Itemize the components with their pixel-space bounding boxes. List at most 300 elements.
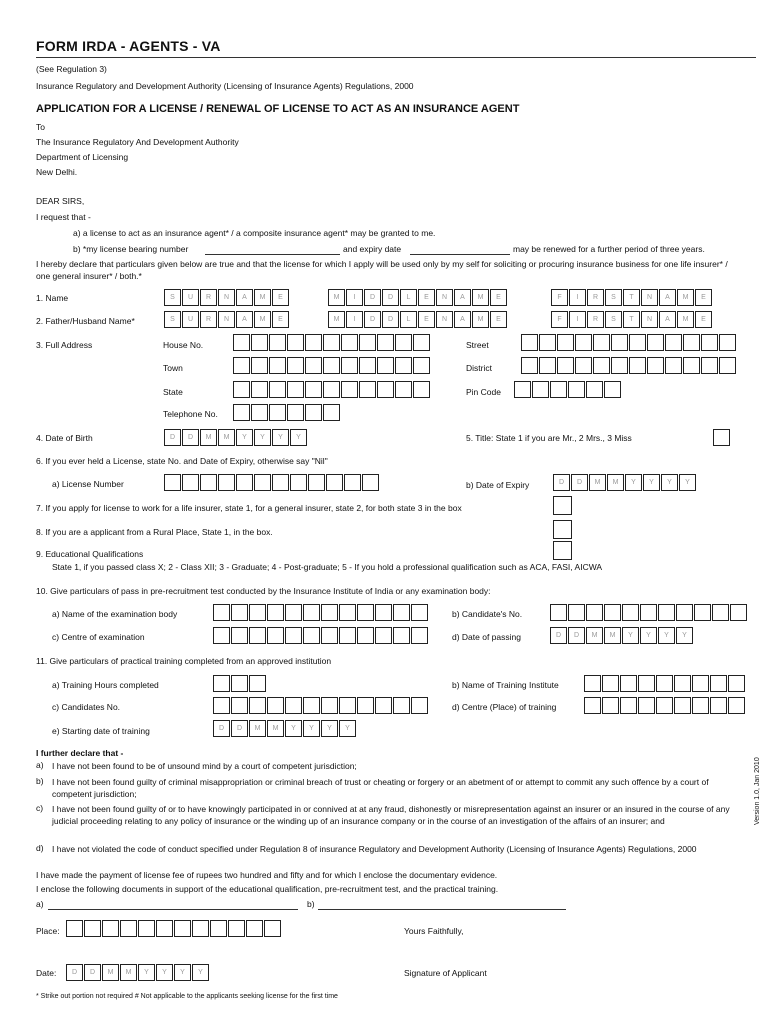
input-cell[interactable]: R bbox=[587, 311, 604, 328]
input-cell[interactable] bbox=[213, 604, 230, 621]
training-centre-boxes[interactable] bbox=[584, 697, 746, 714]
input-cell[interactable] bbox=[269, 334, 286, 351]
input-cell[interactable] bbox=[568, 604, 585, 621]
candidate-no-boxes[interactable] bbox=[550, 604, 748, 621]
input-cell[interactable]: D bbox=[164, 429, 181, 446]
training-hours-label: a) Training Hours completed bbox=[52, 680, 159, 690]
father-surname-boxes[interactable] bbox=[164, 311, 290, 328]
input-cell[interactable] bbox=[647, 334, 664, 351]
input-cell[interactable]: N bbox=[641, 289, 658, 306]
input-cell[interactable]: N bbox=[218, 289, 235, 306]
dob-boxes[interactable] bbox=[164, 429, 308, 446]
input-cell[interactable] bbox=[521, 357, 538, 374]
input-cell[interactable]: D bbox=[568, 627, 585, 644]
input-cell[interactable]: A bbox=[236, 311, 253, 328]
input-cell[interactable] bbox=[357, 604, 374, 621]
input-cell[interactable]: L bbox=[400, 289, 417, 306]
input-cell[interactable]: T bbox=[623, 289, 640, 306]
input-cell[interactable]: M bbox=[254, 289, 271, 306]
input-cell[interactable]: M bbox=[677, 289, 694, 306]
input-cell[interactable]: M bbox=[607, 474, 624, 491]
further-d-marker: d) bbox=[36, 843, 44, 853]
input-cell[interactable] bbox=[357, 627, 374, 644]
input-cell[interactable] bbox=[411, 627, 428, 644]
input-cell[interactable]: Y bbox=[661, 474, 678, 491]
input-cell[interactable]: Y bbox=[192, 964, 209, 981]
input-cell[interactable] bbox=[539, 357, 556, 374]
input-cell[interactable] bbox=[254, 474, 271, 491]
input-cell[interactable]: Y bbox=[290, 429, 307, 446]
input-cell[interactable]: M bbox=[249, 720, 266, 737]
expiry-date-boxes[interactable] bbox=[553, 474, 697, 491]
input-cell[interactable]: Y bbox=[676, 627, 693, 644]
input-cell[interactable] bbox=[665, 357, 682, 374]
input-cell[interactable] bbox=[568, 381, 585, 398]
input-cell[interactable] bbox=[674, 697, 691, 714]
license-number-boxes[interactable] bbox=[164, 474, 380, 491]
input-cell[interactable]: D bbox=[382, 311, 399, 328]
input-cell[interactable] bbox=[251, 404, 268, 421]
input-cell[interactable]: Y bbox=[285, 720, 302, 737]
name-middle-boxes[interactable] bbox=[328, 289, 508, 306]
form-title: FORM IRDA - AGENTS - VA bbox=[36, 38, 221, 54]
input-cell[interactable]: Y bbox=[339, 720, 356, 737]
input-cell[interactable] bbox=[710, 675, 727, 692]
input-cell[interactable] bbox=[287, 404, 304, 421]
input-cell[interactable]: I bbox=[346, 311, 363, 328]
input-cell[interactable]: D bbox=[382, 289, 399, 306]
input-cell[interactable]: D bbox=[66, 964, 83, 981]
input-cell[interactable] bbox=[712, 604, 729, 621]
input-cell[interactable] bbox=[251, 381, 268, 398]
input-cell[interactable] bbox=[375, 627, 392, 644]
input-cell[interactable] bbox=[413, 381, 430, 398]
input-cell[interactable] bbox=[550, 604, 567, 621]
training-institute-boxes[interactable] bbox=[584, 675, 746, 692]
input-cell[interactable]: U bbox=[182, 289, 199, 306]
input-cell[interactable]: N bbox=[436, 289, 453, 306]
input-cell[interactable] bbox=[683, 334, 700, 351]
input-cell[interactable] bbox=[272, 474, 289, 491]
input-cell[interactable]: M bbox=[328, 289, 345, 306]
input-cell[interactable]: Y bbox=[622, 627, 639, 644]
input-cell[interactable] bbox=[359, 334, 376, 351]
input-cell[interactable] bbox=[539, 334, 556, 351]
input-cell[interactable]: A bbox=[454, 311, 471, 328]
input-cell[interactable] bbox=[395, 334, 412, 351]
input-cell[interactable] bbox=[164, 474, 181, 491]
name-surname-boxes[interactable] bbox=[164, 289, 290, 306]
input-cell[interactable] bbox=[251, 357, 268, 374]
input-cell[interactable] bbox=[249, 627, 266, 644]
input-cell[interactable] bbox=[393, 604, 410, 621]
input-cell[interactable] bbox=[377, 357, 394, 374]
input-cell[interactable] bbox=[251, 334, 268, 351]
father-middle-boxes[interactable] bbox=[328, 311, 508, 328]
input-cell[interactable] bbox=[357, 697, 374, 714]
q8-label: 8. If you are a applicant from a Rural Place, State 1, in the box. bbox=[36, 527, 273, 537]
input-cell[interactable] bbox=[218, 474, 235, 491]
rural-box[interactable] bbox=[553, 520, 572, 539]
input-cell[interactable]: Y bbox=[138, 964, 155, 981]
input-cell[interactable] bbox=[344, 474, 361, 491]
input-cell[interactable]: M bbox=[589, 474, 606, 491]
input-cell[interactable] bbox=[269, 381, 286, 398]
input-cell[interactable] bbox=[413, 357, 430, 374]
input-cell[interactable] bbox=[395, 381, 412, 398]
input-cell[interactable]: M bbox=[200, 429, 217, 446]
input-cell[interactable]: N bbox=[218, 311, 235, 328]
title-box[interactable] bbox=[713, 429, 730, 446]
input-cell[interactable] bbox=[269, 404, 286, 421]
input-cell[interactable] bbox=[156, 920, 173, 937]
input-cell[interactable] bbox=[701, 357, 718, 374]
q2-label: 2. Father/Husband Name* bbox=[36, 316, 135, 326]
input-cell[interactable] bbox=[719, 334, 736, 351]
input-cell[interactable]: M bbox=[218, 429, 235, 446]
input-cell[interactable] bbox=[102, 920, 119, 937]
input-cell[interactable] bbox=[611, 357, 628, 374]
input-cell[interactable]: M bbox=[472, 289, 489, 306]
declaration-text: I hereby declare that particulars given below are true and that the license for which I apply will be used only by my self for soliciting or procuring insurance business for one life insurer* / one general insurer* / both.* bbox=[36, 259, 728, 281]
input-cell[interactable] bbox=[305, 381, 322, 398]
father-first-boxes[interactable] bbox=[551, 311, 713, 328]
input-cell[interactable] bbox=[323, 334, 340, 351]
input-cell[interactable] bbox=[249, 697, 266, 714]
street-label: Street bbox=[466, 340, 489, 350]
input-cell[interactable] bbox=[604, 604, 621, 621]
input-cell[interactable]: M bbox=[102, 964, 119, 981]
input-cell[interactable] bbox=[303, 627, 320, 644]
input-cell[interactable]: Y bbox=[236, 429, 253, 446]
input-cell[interactable]: I bbox=[569, 289, 586, 306]
input-cell[interactable] bbox=[377, 334, 394, 351]
input-cell[interactable]: T bbox=[623, 311, 640, 328]
input-cell[interactable]: M bbox=[586, 627, 603, 644]
input-cell[interactable] bbox=[213, 697, 230, 714]
input-cell[interactable] bbox=[658, 604, 675, 621]
input-cell[interactable] bbox=[339, 627, 356, 644]
request-a: a) a license to act as an insurance agent* / a composite insurance agent* may be granted to me. bbox=[73, 228, 436, 238]
input-cell[interactable]: Y bbox=[658, 627, 675, 644]
input-cell[interactable]: N bbox=[641, 311, 658, 328]
input-cell[interactable] bbox=[321, 697, 338, 714]
input-cell[interactable] bbox=[413, 334, 430, 351]
input-cell[interactable] bbox=[359, 381, 376, 398]
insurer-type-box[interactable] bbox=[553, 496, 572, 515]
input-cell[interactable] bbox=[586, 604, 603, 621]
input-cell[interactable] bbox=[719, 357, 736, 374]
input-cell[interactable] bbox=[557, 334, 574, 351]
input-cell[interactable]: L bbox=[400, 311, 417, 328]
input-cell[interactable]: R bbox=[587, 289, 604, 306]
input-cell[interactable] bbox=[323, 404, 340, 421]
input-cell[interactable] bbox=[285, 697, 302, 714]
input-cell[interactable] bbox=[656, 697, 673, 714]
input-cell[interactable] bbox=[674, 675, 691, 692]
input-cell[interactable] bbox=[411, 697, 428, 714]
input-cell[interactable]: Y bbox=[640, 627, 657, 644]
expiry-date-line[interactable] bbox=[410, 244, 510, 255]
input-cell[interactable] bbox=[629, 357, 646, 374]
input-cell[interactable] bbox=[303, 697, 320, 714]
input-cell[interactable]: E bbox=[490, 289, 507, 306]
telephone-boxes[interactable] bbox=[233, 404, 341, 421]
input-cell[interactable] bbox=[584, 697, 601, 714]
input-cell[interactable] bbox=[393, 627, 410, 644]
exam-centre-boxes[interactable] bbox=[213, 627, 429, 644]
input-cell[interactable] bbox=[339, 697, 356, 714]
input-cell[interactable]: Y bbox=[679, 474, 696, 491]
input-cell[interactable] bbox=[267, 604, 284, 621]
input-cell[interactable] bbox=[323, 357, 340, 374]
input-cell[interactable] bbox=[638, 697, 655, 714]
input-cell[interactable]: E bbox=[272, 311, 289, 328]
input-cell[interactable] bbox=[728, 675, 745, 692]
input-cell[interactable]: E bbox=[490, 311, 507, 328]
input-cell[interactable] bbox=[233, 334, 250, 351]
input-cell[interactable] bbox=[308, 474, 325, 491]
input-cell[interactable]: M bbox=[604, 627, 621, 644]
input-cell[interactable] bbox=[233, 357, 250, 374]
input-cell[interactable] bbox=[285, 604, 302, 621]
town-boxes[interactable] bbox=[233, 357, 431, 374]
license-number-label: a) License Number bbox=[52, 479, 124, 489]
input-cell[interactable]: E bbox=[695, 311, 712, 328]
input-cell[interactable] bbox=[267, 697, 284, 714]
input-cell[interactable]: R bbox=[200, 311, 217, 328]
input-cell[interactable]: A bbox=[236, 289, 253, 306]
input-cell[interactable]: S bbox=[164, 311, 181, 328]
further-c-marker: c) bbox=[36, 803, 44, 813]
date-passing-boxes[interactable] bbox=[550, 627, 694, 644]
input-cell[interactable] bbox=[604, 381, 621, 398]
input-cell[interactable] bbox=[377, 381, 394, 398]
input-cell[interactable]: N bbox=[436, 311, 453, 328]
input-cell[interactable] bbox=[174, 920, 191, 937]
input-cell[interactable] bbox=[692, 697, 709, 714]
input-cell[interactable] bbox=[246, 920, 263, 937]
input-cell[interactable] bbox=[249, 675, 266, 692]
input-cell[interactable] bbox=[210, 920, 227, 937]
input-cell[interactable]: A bbox=[659, 311, 676, 328]
place-boxes[interactable] bbox=[66, 920, 282, 937]
input-cell[interactable] bbox=[305, 357, 322, 374]
input-cell[interactable] bbox=[213, 627, 230, 644]
input-cell[interactable]: D bbox=[364, 311, 381, 328]
input-cell[interactable] bbox=[120, 920, 137, 937]
input-cell[interactable] bbox=[326, 474, 343, 491]
input-cell[interactable]: M bbox=[677, 311, 694, 328]
input-cell[interactable] bbox=[647, 357, 664, 374]
input-cell[interactable] bbox=[375, 604, 392, 621]
input-cell[interactable] bbox=[514, 381, 531, 398]
input-cell[interactable]: U bbox=[182, 311, 199, 328]
input-cell[interactable]: F bbox=[551, 311, 568, 328]
input-cell[interactable]: D bbox=[571, 474, 588, 491]
input-cell[interactable] bbox=[611, 334, 628, 351]
input-cell[interactable] bbox=[593, 357, 610, 374]
input-cell[interactable]: D bbox=[550, 627, 567, 644]
input-cell[interactable] bbox=[362, 474, 379, 491]
input-cell[interactable] bbox=[676, 604, 693, 621]
input-cell[interactable] bbox=[233, 381, 250, 398]
input-cell[interactable] bbox=[182, 474, 199, 491]
input-cell[interactable]: Y bbox=[272, 429, 289, 446]
input-cell[interactable]: Y bbox=[625, 474, 642, 491]
doc-a-line[interactable] bbox=[48, 899, 298, 910]
input-cell[interactable] bbox=[231, 675, 248, 692]
input-cell[interactable]: E bbox=[418, 311, 435, 328]
input-cell[interactable] bbox=[138, 920, 155, 937]
state-boxes[interactable] bbox=[233, 381, 431, 398]
input-cell[interactable] bbox=[192, 920, 209, 937]
input-cell[interactable] bbox=[290, 474, 307, 491]
input-cell[interactable] bbox=[339, 604, 356, 621]
input-cell[interactable] bbox=[393, 697, 410, 714]
input-cell[interactable] bbox=[231, 697, 248, 714]
input-cell[interactable] bbox=[305, 334, 322, 351]
input-cell[interactable]: S bbox=[605, 289, 622, 306]
input-cell[interactable]: D bbox=[182, 429, 199, 446]
qualification-box[interactable] bbox=[553, 541, 572, 560]
input-cell[interactable]: Y bbox=[254, 429, 271, 446]
street-boxes[interactable] bbox=[521, 334, 737, 351]
input-cell[interactable]: D bbox=[364, 289, 381, 306]
input-cell[interactable] bbox=[395, 357, 412, 374]
input-cell[interactable] bbox=[593, 334, 610, 351]
input-cell[interactable]: M bbox=[120, 964, 137, 981]
input-cell[interactable]: S bbox=[605, 311, 622, 328]
district-boxes[interactable] bbox=[521, 357, 737, 374]
license-number-line[interactable] bbox=[205, 244, 340, 255]
input-cell[interactable]: D bbox=[84, 964, 101, 981]
input-cell[interactable] bbox=[602, 675, 619, 692]
input-cell[interactable]: E bbox=[695, 289, 712, 306]
input-cell[interactable]: D bbox=[231, 720, 248, 737]
input-cell[interactable]: Y bbox=[156, 964, 173, 981]
input-cell[interactable] bbox=[550, 381, 567, 398]
input-cell[interactable] bbox=[303, 604, 320, 621]
candidates-no-boxes[interactable] bbox=[213, 697, 429, 714]
input-cell[interactable]: M bbox=[267, 720, 284, 737]
input-cell[interactable] bbox=[231, 604, 248, 621]
input-cell[interactable] bbox=[620, 675, 637, 692]
input-cell[interactable] bbox=[710, 697, 727, 714]
input-cell[interactable] bbox=[228, 920, 245, 937]
place-label: Place: bbox=[36, 926, 60, 936]
input-cell[interactable]: R bbox=[200, 289, 217, 306]
input-cell[interactable]: S bbox=[164, 289, 181, 306]
input-cell[interactable]: I bbox=[569, 311, 586, 328]
input-cell[interactable] bbox=[584, 675, 601, 692]
input-cell[interactable]: M bbox=[472, 311, 489, 328]
exam-body-label: a) Name of the examination body bbox=[52, 609, 178, 619]
house-boxes[interactable] bbox=[233, 334, 431, 351]
input-cell[interactable]: Y bbox=[321, 720, 338, 737]
training-hours-boxes[interactable] bbox=[213, 675, 267, 692]
input-cell[interactable] bbox=[575, 334, 592, 351]
input-cell[interactable] bbox=[321, 604, 338, 621]
input-cell[interactable] bbox=[622, 604, 639, 621]
input-cell[interactable] bbox=[267, 627, 284, 644]
pincode-boxes[interactable] bbox=[514, 381, 622, 398]
input-cell[interactable] bbox=[287, 334, 304, 351]
input-cell[interactable]: A bbox=[659, 289, 676, 306]
input-cell[interactable]: E bbox=[418, 289, 435, 306]
input-cell[interactable] bbox=[249, 604, 266, 621]
input-cell[interactable]: E bbox=[272, 289, 289, 306]
input-cell[interactable] bbox=[532, 381, 549, 398]
input-cell[interactable] bbox=[236, 474, 253, 491]
input-cell[interactable] bbox=[694, 604, 711, 621]
input-cell[interactable] bbox=[640, 604, 657, 621]
input-cell[interactable]: Y bbox=[643, 474, 660, 491]
input-cell[interactable] bbox=[692, 675, 709, 692]
input-cell[interactable]: D bbox=[213, 720, 230, 737]
input-cell[interactable] bbox=[285, 627, 302, 644]
input-cell[interactable]: Y bbox=[303, 720, 320, 737]
input-cell[interactable] bbox=[620, 697, 637, 714]
input-cell[interactable] bbox=[341, 381, 358, 398]
input-cell[interactable] bbox=[557, 357, 574, 374]
input-cell[interactable] bbox=[638, 675, 655, 692]
input-cell[interactable] bbox=[200, 474, 217, 491]
input-cell[interactable]: M bbox=[328, 311, 345, 328]
input-cell[interactable]: A bbox=[454, 289, 471, 306]
input-cell[interactable] bbox=[233, 404, 250, 421]
input-cell[interactable] bbox=[411, 604, 428, 621]
input-cell[interactable] bbox=[305, 404, 322, 421]
input-cell[interactable] bbox=[321, 627, 338, 644]
input-cell[interactable] bbox=[287, 381, 304, 398]
input-cell[interactable] bbox=[213, 675, 230, 692]
doc-b-line[interactable] bbox=[318, 899, 566, 910]
input-cell[interactable] bbox=[84, 920, 101, 937]
input-cell[interactable] bbox=[586, 381, 603, 398]
input-cell[interactable] bbox=[656, 675, 673, 692]
input-cell[interactable] bbox=[323, 381, 340, 398]
input-cell[interactable] bbox=[665, 334, 682, 351]
input-cell[interactable] bbox=[629, 334, 646, 351]
exam-body-boxes[interactable] bbox=[213, 604, 429, 621]
input-cell[interactable] bbox=[701, 334, 718, 351]
input-cell[interactable]: D bbox=[553, 474, 570, 491]
input-cell[interactable] bbox=[521, 334, 538, 351]
input-cell[interactable] bbox=[375, 697, 392, 714]
input-cell[interactable] bbox=[730, 604, 747, 621]
input-cell[interactable] bbox=[575, 357, 592, 374]
input-cell[interactable] bbox=[728, 697, 745, 714]
input-cell[interactable] bbox=[602, 697, 619, 714]
input-cell[interactable] bbox=[287, 357, 304, 374]
input-cell[interactable]: Y bbox=[174, 964, 191, 981]
input-cell[interactable]: M bbox=[254, 311, 271, 328]
date-boxes[interactable] bbox=[66, 964, 210, 981]
input-cell[interactable] bbox=[683, 357, 700, 374]
input-cell[interactable] bbox=[269, 357, 286, 374]
input-cell[interactable] bbox=[341, 334, 358, 351]
input-cell[interactable] bbox=[231, 627, 248, 644]
start-date-boxes[interactable] bbox=[213, 720, 357, 737]
name-first-boxes[interactable] bbox=[551, 289, 713, 306]
input-cell[interactable] bbox=[341, 357, 358, 374]
input-cell[interactable]: I bbox=[346, 289, 363, 306]
input-cell[interactable] bbox=[359, 357, 376, 374]
input-cell[interactable] bbox=[66, 920, 83, 937]
input-cell[interactable]: F bbox=[551, 289, 568, 306]
input-cell[interactable] bbox=[264, 920, 281, 937]
